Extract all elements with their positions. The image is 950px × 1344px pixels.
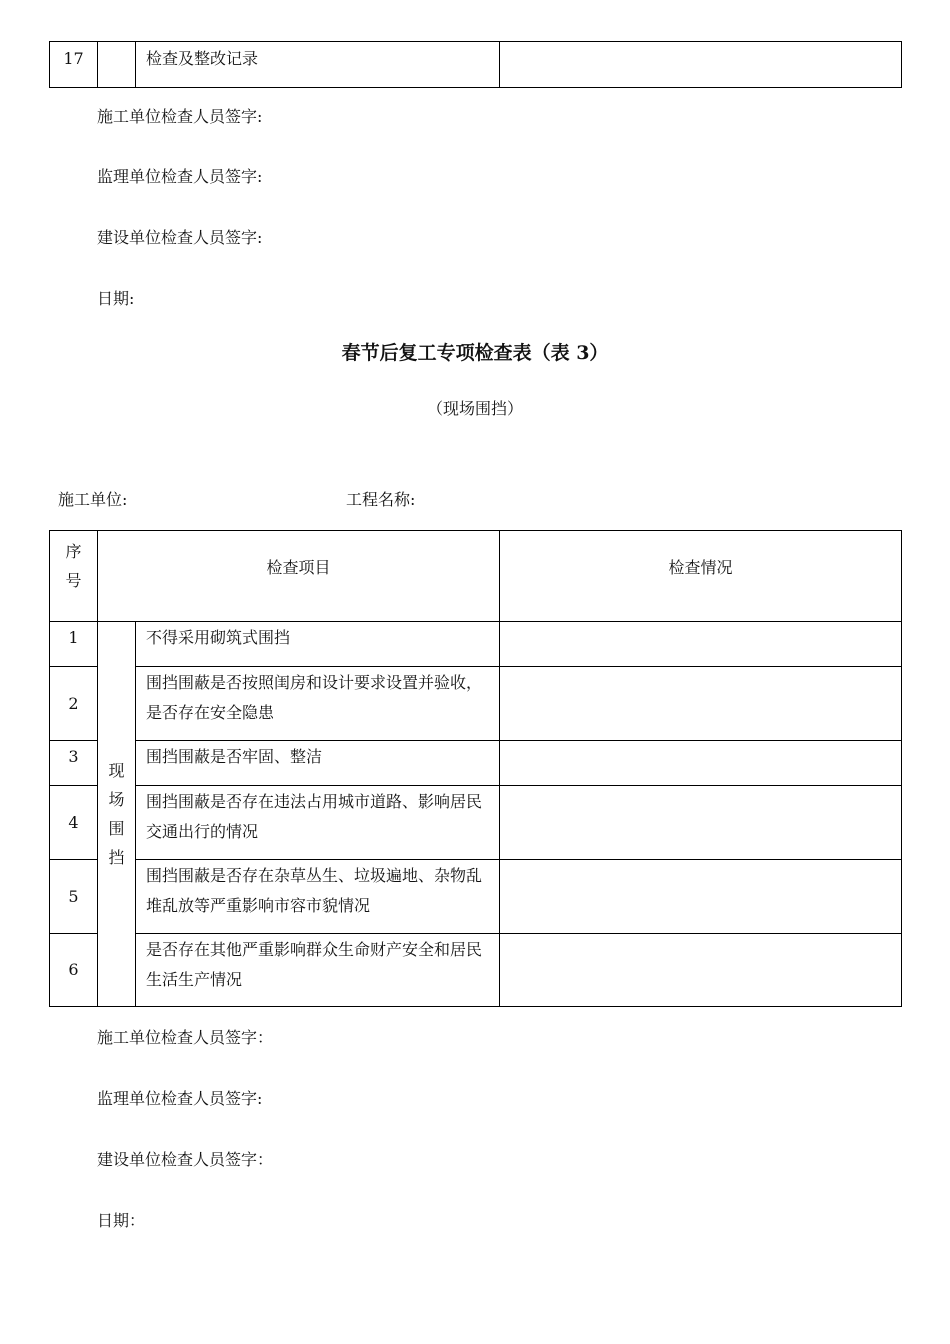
category-cell [98,622,136,1007]
row-number: 6 [50,934,98,1007]
check-item: 围挡围蔽是否存在杂草丛生、垃圾遍地、杂物乱堆乱放等严重影响市容市貌情况 [136,860,500,934]
table-row [50,860,902,934]
check-item: 不得采用砌筑式围挡 [136,622,500,667]
status-cell[interactable] [500,934,902,1007]
row-number: 3 [50,741,98,786]
project-name-label: 工程名称: [346,490,416,509]
header-item: 检查项目 [98,531,500,622]
table-row [50,786,902,860]
row-number: 5 [50,860,98,934]
check-item: 围挡围蔽是否牢固、整洁 [136,741,500,786]
header-no: 序号 [50,531,98,622]
status-cell[interactable] [500,786,902,860]
check-item: 是否存在其他严重影响群众生命财产安全和居民生活生产情况 [136,934,500,1007]
table-header-row [50,531,902,622]
inspection-table [49,530,902,1007]
check-item: 围挡围蔽是否存在违法占用城市道路、影响居民交通出行的情况 [136,786,500,860]
construction-unit-label: 施工单位: [58,490,128,509]
continuation-table [49,41,902,88]
form-subtitle: （现场围挡） [426,399,523,418]
status-cell[interactable] [500,741,902,786]
category-label: 现场围挡 [108,761,125,867]
date-label: 日期: [97,289,135,308]
check-item: 围挡围蔽是否按照闺房和设计要求设置并验收，是否存在安全隐患 [136,667,500,741]
table-row [50,42,902,88]
table-row [50,741,902,786]
table-row [50,667,902,741]
supervision-signature-label: 监理单位检查人员签字: [97,167,263,186]
check-item: 检查及整改记录 [136,42,500,88]
status-cell[interactable] [500,42,902,88]
row-number: 1 [50,622,98,667]
owner-signature-label: 建设单位检查人员签字: [97,228,263,247]
construction-signature-label: 施工单位检查人员签字： [97,1028,274,1047]
form-title: 春节后复工专项检查表（表 3） [341,342,609,364]
category-cell [98,42,136,88]
row-number: 2 [50,667,98,741]
owner-signature-label: 建设单位检查人员签字： [97,1150,274,1169]
construction-signature-label: 施工单位检查人员签字: [97,107,263,126]
status-cell[interactable] [500,622,902,667]
table-row [50,622,902,667]
row-number: 17 [50,42,98,88]
status-cell[interactable] [500,860,902,934]
row-number: 4 [50,786,98,860]
status-cell[interactable] [500,667,902,741]
date-label: 日期： [97,1211,146,1230]
table-row [50,934,902,1007]
header-status: 检查情况 [500,531,902,622]
supervision-signature-label: 监理单位检查人员签字: [97,1089,263,1108]
